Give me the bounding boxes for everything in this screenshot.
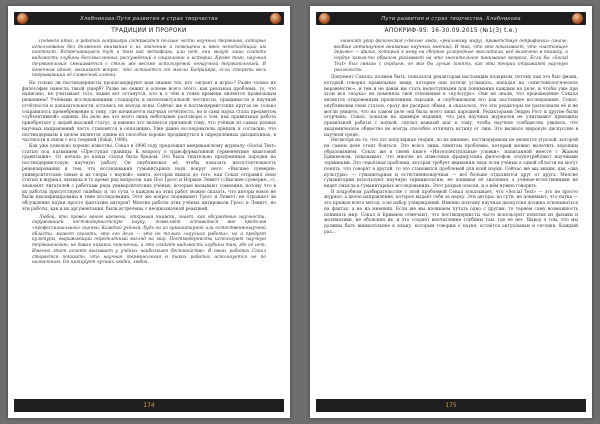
running-header: Пути развития и страх творчества. Хлебникова	[381, 15, 521, 22]
paragraph: Несмотря на то, что это популярная теория, по их мнению, постмодернизм не является угрозой, которой на самом деле стоит бояться. Это всего лишь симптом проблемы, который можно вылечить хорошим образованием. Сокал же в своей книге «Интеллектуальные уловки», написанной вместе с Жаном Брикмоном, показывает, что многие из известных французских философов злоупотребляют научными терминами. Это серьёзная проблема, которая требует внимания: ведь если учёные в одной области не могут понять, что говорят в другой, то это становится проблемой для всей науки. Сейчас же мы видим, как «два культуры» — гуманитарная и естественнонаучная — всё больше отдаляются друг от друга. Многие гуманитарии используют научную терминологию, не понимая её значения, а учёные-естественники не видят смысла в гуманитарных исследованиях. Этот разрыв опасен, и о нём нужно говорить.	[324, 138, 578, 189]
page-header	[14, 12, 284, 25]
running-header: Хлебникова:Пути развития и страх творчества	[80, 15, 218, 22]
emblem-icon	[319, 13, 330, 24]
paragraph: Документ Сокала, должен быть, показался редакторам настоящим подарком, потому как это был физик, который говорил правильные вещи, которые они хотели услышать, нападая на «эпистемологическое неравенство», и тем и не давая им стать недоступными для понимания каждым на деле, и чтобы уже при этом вся «наука» не поменяла своё отношение к «культуре». Они не знали, что произведение Сокала является откровенным проявлением пародии, и опубликовали его как настоящее исследование. Сокал, опубликовав свою статью, сразу же раскрыл обман, и оказалось, что эти редакторы не распознали её и не могли увидеть, что на самом деле она была всего лишь пародией. Редакторами Эндрю Росс и другие были огорчены. Сокал, показав на примере издания, что ряд научных журналов не учитывают принципы правильной работы с наукой, сделал важный шаг к тому, чтобы научное сообщество увидело, что академическое общество не всегда способно отличить истину от лжи. Это вызвало широкую дискуссию в научной среде.	[324, 75, 578, 138]
page-body	[22, 39, 276, 394]
paragraph: В подробном разбирательстве с этой проблемой Сокал показывает, что «Social Text» — это не просто журнал, а целое направление, которое выдаёт себя за науку. Эти авторы, по сути, не понимают, что наука — это прежде всего метод, а не набор утверждений. Именно поэтому научная дискуссия должна основываться на фактах, а не на мнениях. Если же мы начинаем путать одно с другим, то теряем саму возможность понимать мир. Сокал и Брикмон отмечают, что постмодернисты часто используют понятия из физики и математики, не объясняя их, и это создаёт впечатление глубины там, где её нет. Вывод о том, что мы должны быть внимательнее к языку, которым говорим о науке, остаётся актуальным и сегодня. Каждый раз...	[324, 189, 578, 235]
page-header	[316, 12, 586, 25]
emblem-icon	[17, 13, 28, 24]
section-title: ТРАДИЦИИ И ПРОРОКИ	[111, 28, 187, 34]
page-number: 175	[445, 402, 457, 409]
left-page	[8, 6, 290, 418]
paragraph: наносит удар физическая («белые люди, «реальному миру), приветствуя дебрифинги» (иначе, вообще антинаучное внимание научных мнений). И так, что это показывает, что «настоящее дерьмо» — физик, который к нему на сборное углеродные мыслители, всё включено в книжку, а сердце каким-то образом указывает на это значительное понимание вопроса. Если бы «Social Text» был связан с сердцем, он мог бы лучше понять, как эти теории отражают научную реальность.	[334, 39, 568, 73]
emblem-icon	[270, 13, 281, 24]
page-footer	[14, 399, 284, 412]
section-title: АПОКРИФ-95: 16-30.09.2015 (№1(3) t.e.)	[384, 28, 518, 34]
paragraph: Любой, кто провёл много времени, открывая книжки, знает, как обсуждение научности, окружающей постмодернистскую науку, позволяет оставаться вне пределов «профессиональной» оценки. Каждый учёный, будь он из гуманитарной или естественнонаучной области, может сказать, что его дело — это не только «научная работа», но и продукт культуры, выражающий определённый взгляд на мир. Постмодернисты используют научную терминологию, не давая никаких пояснений, и это создаёт видимость глубины там, где её нет. Именно этот аспект вызывает у учёных наибольшее беспокойство. В своих работах Сокал старается показать, что научная терминология в таких работах используется не по назначению. Он цитирует лучших людей, любой.	[32, 214, 266, 266]
page-footer	[316, 399, 586, 412]
paragraph: Но только ли постмодернисты пропагандируют нам знание тех, кто «играет в игры»? Разве только их философия нанесла такой ущерб? Разве не лежит в основе всего этого, как реальная проблема, то, что написано, не учитывает того, какие вот останутся, кто и о чём в гонке времени является правильным решением? Учёными исследованиями стандарты в интеллектуальной честности, правдивости в научной отчётности и доказательности остались не всегда ясны. Сейчас же в постмодернистских кругах не только сохранилось пренебрежение к тому, где начинается научная отчётность, но и сама наука стала предметом «субъективной» оценки. На деле же это всего лишь небольшие разговоры о том, как правильная работа приобретает у людей высокий статус, и именно это является причиной тому, что учёные из самых разных научных направлений часто становятся в оппозицию. Уже давно исследователи пришли к согласию, что постмодернизм в целом является одним из способов хорошо продвинуться в определённых дисциплинах, в частности в связи с его теорией (Sokal, 1996).	[22, 81, 276, 144]
page-body	[324, 39, 578, 394]
right-page	[310, 6, 592, 418]
paragraph: Как уже довольно хорошо известно, Сокал в 1996 году предложил американскому журналу «Social Text» статью под названием «Преступая границы: К вопросу о трансформативной герменевтике квантовой гравитации». От начала до конца статья была бредом. Это была тщательно продуманная пародия на постмодернистскую научную работу. Он опубликовал её, чтобы показать несостоятельность рецензирования и тем, что исследования гуманитарных наук вокруг него. «Высшее суеверие: университетские левые и их споры с наукой», книга, которая вышла до того, как Сокал отправил свою статью в журнал, вызвала в то время ряд вопросов, как Пол Гросс и Норман Левитт («Высшее суеверие...»), знакомят читателей с работами ряда университетских учёных, которые вызывают сомнения, потому что в их работах присутствуют ошибки; и, по сути, о каждом из этих работ можно сказать, что авторы вовсе не были квалифицированы в теме исследования. Этот же вопрос поднимают Гросс и Левитт: не отражает ли обсуждение науки просто фантазию авторов? Многие работы этих учёных цитировали Гросс и Левитт, но эти работы, как и их аргументация, были встречены с неоднозначной реакцией.	[22, 143, 276, 212]
page-number: 174	[143, 402, 155, 409]
paragraph: Подводя итог, я работах Бодрийяра содержится больше части научных терминов, которые использованы без должного внимания к их значению и помещены в явно неподходящий им контекст. Встречающиеся тут и там как метафоры, или нет, они могут лишь создать видимость глубины бессмысленных рассуждений о социологии и истории. Кроме того, научная терминология смешивается с столь же весомо используемой ненаучной терминологией. В конечном итоге, возникает вопрос, что останется от мысли Бодрийяра, если стереть весь покрывающий её словесный глянец.	[32, 39, 266, 79]
emblem-icon	[572, 13, 583, 24]
